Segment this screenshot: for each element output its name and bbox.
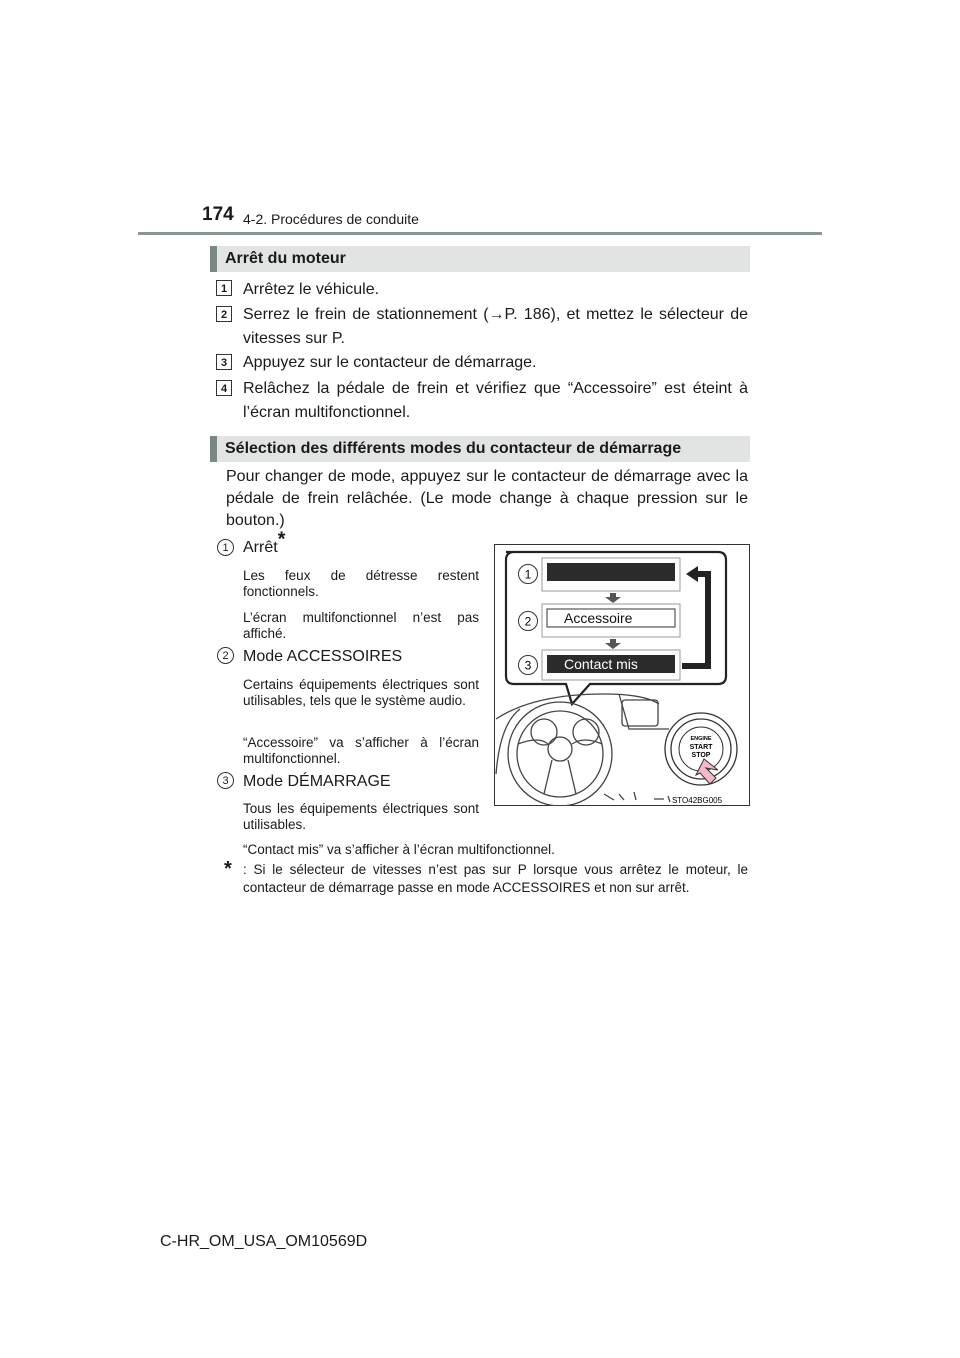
mode-1-desc-1: Les feux de détresse restent fonctionnels. [243, 568, 479, 599]
mode-2-desc-2: “Accessoire” va s’afficher à l’écran multifonctionnel. [243, 735, 479, 766]
mode-3-desc-1: Tous les équipements électriques sont utilisables. [243, 801, 479, 832]
svg-text:ENGINE: ENGINE [690, 736, 712, 742]
footnote-text: : Si le sélecteur de vitesses n’est pas sur P lorsque vous arrêtez le moteur, le contacteur de démarrage passe en mode ACCESSOIRES et non sur arrêt. [243, 862, 748, 895]
mode-3-desc-2: “Contact mis” va s’afficher à l’écran multifonctionnel. [243, 842, 555, 857]
mode-1-desc-2: L’écran multifonctionnel n’est pas affiché. [243, 610, 479, 641]
footer-document-code: C-HR_OM_USA_OM10569D [160, 1233, 368, 1250]
mode-number-3: 3 [217, 772, 234, 789]
step-text-4: Relâchez la pédale de frein et vérifiez que “Accessoire” est éteint à l’écran multifonctionnel. [243, 380, 748, 421]
mode-title-1: Arrêt* [243, 528, 286, 556]
display-contact-mis: Contact mis [564, 656, 638, 672]
diagram-label-1: 1 [524, 567, 532, 582]
display-off [547, 563, 675, 581]
mode-title-3: Mode DÉMARRAGE [243, 773, 391, 790]
illustration-code: STO42BG005 [671, 796, 723, 805]
step-number-4: 4 [216, 380, 232, 396]
mode-2-desc-1: Certains équipements électriques sont utilisables, tels que le système audio. [243, 677, 479, 708]
section-title-modes: Sélection des différents modes du contacteur de démarrage [210, 436, 750, 462]
mode-title-2: Mode ACCESSOIRES [243, 648, 403, 665]
display-accessoire: Accessoire [564, 610, 633, 626]
mode-number-2: 2 [217, 647, 234, 664]
modes-intro: Pour changer de mode, appuyez sur le contacteur de démarrage avec la pédale de frein relâchée. (Le mode change à chaque pression sur le bouton.) [226, 468, 748, 529]
page-number: 174 [202, 204, 234, 225]
step-text-2: Serrez le frein de stationnement (→P. 186), et mettez le sélecteur de vitesses sur P. [243, 306, 748, 347]
footnote-mark: * [224, 858, 232, 880]
diagram-label-2: 2 [524, 614, 532, 629]
mode-number-1: 1 [217, 539, 234, 556]
chapter-title: 4-2. Procédures de conduite [243, 211, 419, 227]
step-number-3: 3 [216, 354, 232, 370]
step-number-2: 2 [216, 306, 232, 322]
svg-text:START: START [689, 744, 713, 751]
header-rule [138, 232, 822, 235]
section-title-engine-stop: Arrêt du moteur [210, 246, 750, 272]
start-switch-illustration [494, 544, 750, 806]
svg-text:STOP: STOP [691, 752, 711, 759]
step-text-3: Appuyez sur le contacteur de démarrage. [243, 354, 537, 371]
diagram-label-3: 3 [524, 658, 532, 673]
step-text-1: Arrêtez le véhicule. [243, 281, 380, 298]
step-number-1: 1 [216, 280, 232, 296]
